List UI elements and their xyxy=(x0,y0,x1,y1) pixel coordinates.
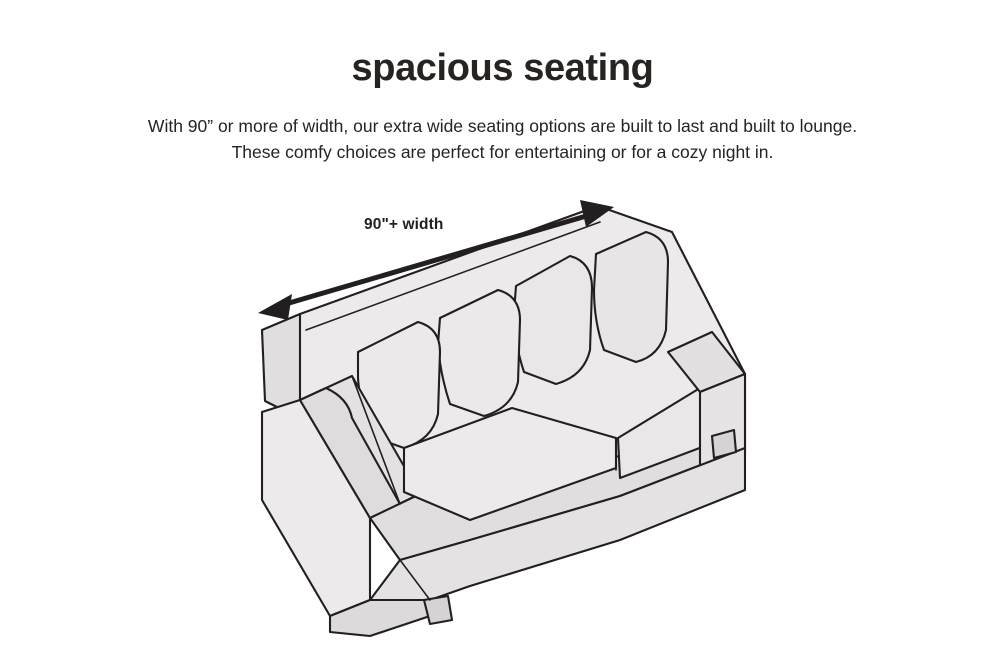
sofa-drawing xyxy=(262,206,745,636)
width-arrow-head-left xyxy=(258,294,292,320)
width-measurement-label: 90"+ width xyxy=(364,216,444,233)
sofa-foot-left xyxy=(424,596,452,624)
sofa-back-cushion-right xyxy=(594,232,668,362)
subcopy-line-1: With 90” or more of width, our extra wide seating options are built to last and built to lounge. xyxy=(147,116,858,136)
page-title: spacious seating xyxy=(351,47,654,89)
subcopy-line-2: These comfy choices are perfect for entertaining or for a cozy night in. xyxy=(231,141,774,162)
sofa-foot-right xyxy=(712,430,736,458)
